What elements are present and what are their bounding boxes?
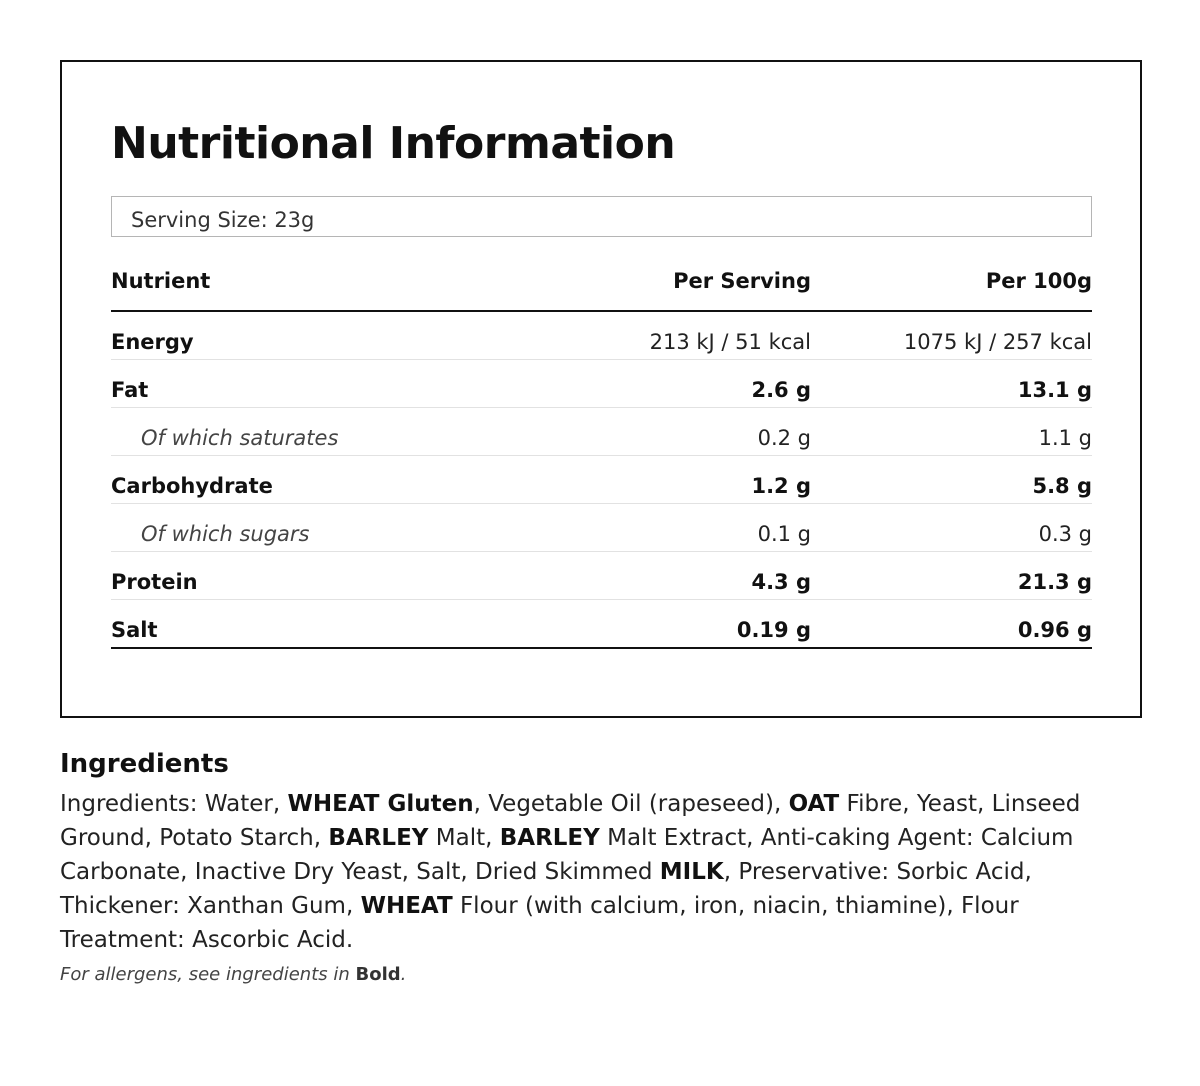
allergen-note-bold: Bold [355, 964, 401, 985]
nutrient-name: Energy [111, 330, 194, 354]
ingredient-text: , Preservative: Sorbic Acid, Thickener: Xanthan Gum, [60, 859, 1032, 919]
table-row-energy [111, 312, 1092, 360]
allergen-note [60, 961, 406, 989]
ingredient-text: Fibre, Yeast, Linseed Ground, Potato Starch, [60, 791, 1081, 851]
nutrition-table-header [111, 260, 1092, 312]
nutrition-title: Nutritional Information [111, 118, 676, 169]
table-row-carbohydrate [111, 456, 1092, 504]
per-serving-value: 0.1 g [757, 522, 811, 546]
per-serving-value: 4.3 g [751, 570, 811, 594]
nutrition-panel [60, 60, 1142, 718]
allergen-ingredient: WHEAT [360, 893, 453, 919]
per-serving-value: 2.6 g [751, 378, 811, 402]
nutrient-name: Protein [111, 570, 198, 594]
ingredient-text: , Vegetable Oil (rapeseed), [473, 791, 789, 817]
per-100g-value: 1.1 g [1038, 426, 1092, 450]
per-serving-value: 0.2 g [757, 426, 811, 450]
nutrient-name: Carbohydrate [111, 474, 273, 498]
header-per-serving: Per Serving [673, 269, 811, 293]
allergen-note-prefix: For allergens, see ingredients in [60, 964, 356, 985]
allergen-ingredient: OAT [788, 791, 840, 817]
per-100g-value: 1075 kJ / 257 kcal [903, 330, 1092, 354]
ingredient-text: Malt Extract, Anti-caking Agent: Calcium Carbonate, Inactive Dry Yeast, Salt, Dried Skimmed [60, 825, 1074, 885]
per-serving-value: 0.19 g [736, 618, 811, 642]
serving-size-text: Serving Size: 23g [131, 208, 315, 232]
table-row-saturates [111, 408, 1092, 456]
per-100g-value: 5.8 g [1032, 474, 1092, 498]
allergen-note-suffix: . [400, 964, 407, 985]
per-100g-value: 0.3 g [1038, 522, 1092, 546]
table-row-fat [111, 360, 1092, 408]
table-row-salt [111, 600, 1092, 649]
header-nutrient: Nutrient [111, 269, 211, 293]
allergen-ingredient: WHEAT Gluten [287, 791, 474, 817]
nutrient-name: Salt [111, 618, 158, 642]
ingredients-heading: Ingredients [60, 749, 229, 779]
allergen-ingredient: BARLEY [328, 825, 429, 851]
ingredients-list [60, 787, 1120, 957]
nutrient-name: Of which saturates [141, 426, 339, 450]
table-row-protein [111, 552, 1092, 600]
per-serving-value: 213 kJ / 51 kcal [649, 330, 811, 354]
nutrition-table [111, 260, 1092, 649]
per-100g-value: 21.3 g [1017, 570, 1092, 594]
per-100g-value: 13.1 g [1017, 378, 1092, 402]
header-per-100g: Per 100g [985, 269, 1092, 293]
ingredient-text: Malt, [428, 825, 500, 851]
ingredient-text: Flour (with calcium, iron, niacin, thiamine), Flour Treatment: Ascorbic Acid. [60, 893, 1019, 953]
allergen-ingredient: MILK [659, 859, 724, 885]
serving-size-box [111, 196, 1092, 237]
nutrient-name: Of which sugars [141, 522, 310, 546]
per-serving-value: 1.2 g [751, 474, 811, 498]
ingredient-text: Ingredients: Water, [60, 791, 288, 817]
per-100g-value: 0.96 g [1017, 618, 1092, 642]
table-row-sugars [111, 504, 1092, 552]
nutrient-name: Fat [111, 378, 149, 402]
allergen-ingredient: BARLEY [499, 825, 600, 851]
